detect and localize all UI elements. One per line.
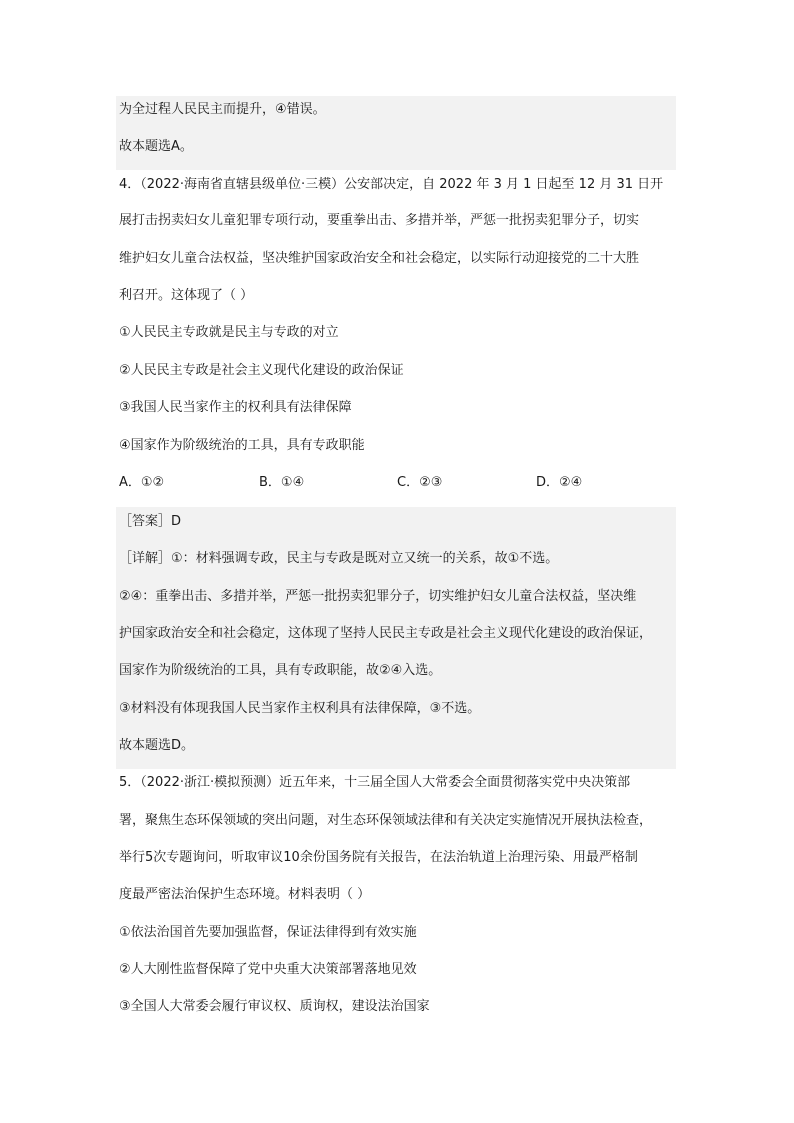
q5-stem-line-2: 署，聚焦生态环保领域的突出问题，对生态环保领域法律和有关决定实施情况开展执法检查，	[119, 813, 653, 828]
q4-explanation-line-2: ②④：重拳出击、多措并举，严惩一批拐卖犯罪分子，切实维护妇女儿童合法权益，坚决维	[119, 589, 637, 604]
q5-stem-line-4: 度最严密法治保护生态环境。材料表明（ ）	[119, 887, 371, 902]
prev-solution-line: 为全过程人民民主而提升，④错误。	[119, 102, 326, 117]
q5-stem-line-1: 5．（2022·浙江·模拟预测）近五年来，十三届全国人大常委会全面贯彻落实党中央决策部	[119, 775, 631, 790]
q5-statement-3: ③全国人大常委会履行审议权、质询权，建设法治国家	[119, 999, 430, 1014]
q4-explanation-line-5: ③材料没有体现我国人民当家作主权利具有法律保障，③不选。	[119, 701, 481, 716]
q4-explanation-line-3: 护国家政治安全和社会稳定，这体现了坚持人民民主专政是社会主义现代化建设的政治保证，	[119, 626, 653, 641]
q5-stem-line-3: 举行5次专题询问，听取审议10余份国务院有关报告，在法治轨道上治理污染、用最严格制	[119, 850, 638, 865]
q4-stem-line-4: 利召开。这体现了（ ）	[119, 288, 254, 303]
prev-solution-conclusion: 故本题选A。	[119, 139, 193, 154]
q4-stem-line-3: 维护妇女儿童合法权益，坚决维护国家政治安全和社会稳定，以实际行动迎接党的二十大胜	[119, 251, 640, 266]
q4-statement-4: ④国家作为阶级统治的工具，具有专政职能	[119, 438, 365, 453]
q5-statement-1: ①依法治国首先要加强监督，保证法律得到有效实施	[119, 925, 417, 940]
q4-explanation-line-1: ［详解］①：材料强调专政，民主与专政是既对立又统一的关系，故①不选。	[119, 551, 559, 566]
q4-explanation-line-4: 国家作为阶级统治的工具，具有专政职能，故②④入选。	[119, 663, 442, 678]
q4-stem-line-1: 4．（2022·海南省直辖县级单位·三模）公安部决定，自 2022 年 3 月 1 日起至 12 月 31 日开	[119, 177, 664, 192]
q4-statement-3: ③我国人民当家作主的权利具有法律保障	[119, 400, 352, 415]
q4-option-c: C．②③	[397, 475, 443, 490]
q4-statement-1: ①人民民主专政就是民主与专政的对立	[119, 325, 339, 340]
q4-statement-2: ②人民民主专政是社会主义现代化建设的政治保证	[119, 363, 404, 378]
q4-stem-line-2: 展打击拐卖妇女儿童犯罪专项行动，要重拳出击、多措并举，严惩一批拐卖犯罪分子，切实	[119, 213, 640, 228]
q4-option-b: B．①④	[259, 475, 305, 490]
q5-statement-2: ②人大刚性监督保障了党中央重大决策部署落地见效	[119, 962, 417, 977]
q4-option-d: D．②④	[536, 475, 583, 490]
q4-conclusion: 故本题选D。	[119, 738, 195, 753]
q4-options	[119, 474, 679, 494]
q4-answer: ［答案］D	[119, 514, 182, 529]
q4-option-a: A．①②	[119, 475, 165, 490]
